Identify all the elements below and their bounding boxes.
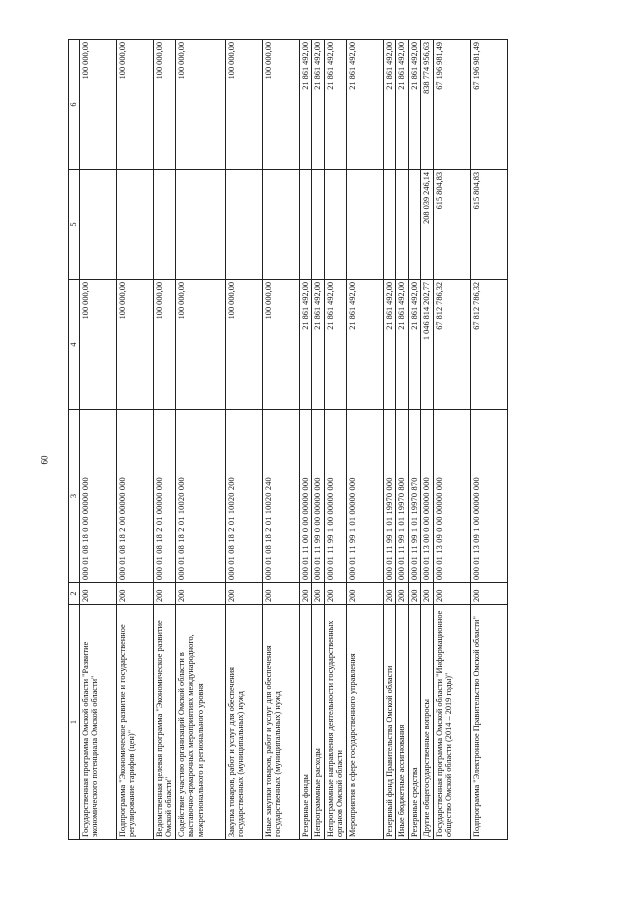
row-value-5 xyxy=(312,170,325,280)
table-row xyxy=(346,40,383,840)
row-name: Государственная программа Омской области "Информационное общество Омской области (2014 – 2019 годы)" xyxy=(433,605,470,840)
row-value-5 xyxy=(153,170,175,280)
row-value-5 xyxy=(225,170,262,280)
row-value-6: 21 861 492,00 xyxy=(299,40,312,170)
row-code-2: 200 xyxy=(262,583,299,605)
row-name: Закупка товаров, работ и услуг для обеспечения государственных (муниципальных) нужд xyxy=(225,605,262,840)
row-code-2: 200 xyxy=(312,583,325,605)
row-value-5 xyxy=(175,170,225,280)
table-row xyxy=(175,40,225,840)
table-row xyxy=(408,40,421,840)
row-value-5 xyxy=(408,170,421,280)
row-value-6: 100 000,00 xyxy=(262,40,299,170)
row-value-4: 21 861 492,00 xyxy=(383,280,396,410)
row-value-5: 615 804,83 xyxy=(433,170,470,280)
table-row xyxy=(262,40,299,840)
row-value-6: 100 000,00 xyxy=(175,40,225,170)
row-value-4: 21 861 492,00 xyxy=(312,280,325,410)
row-value-6: 67 196 981,49 xyxy=(470,40,507,170)
row-value-5: 615 804,83 xyxy=(470,170,507,280)
row-value-5: 208 039 246,14 xyxy=(421,170,434,280)
row-value-5 xyxy=(116,170,153,280)
row-code-3: 000 01 11 99 1 01 19970 800 xyxy=(396,410,409,583)
row-name: Резервные фонды xyxy=(299,605,312,840)
row-value-5 xyxy=(299,170,312,280)
row-value-6: 67 196 981,49 xyxy=(433,40,470,170)
row-name: Государственная программа Омской области "Развитие экономического потенциала Омской области" xyxy=(79,605,116,840)
header-row xyxy=(69,40,80,840)
row-code-3: 000 01 08 18 0 00 00000 000 xyxy=(79,410,116,583)
row-value-6: 21 861 492,00 xyxy=(324,40,346,170)
row-value-4: 1 046 814 202,77 xyxy=(421,280,434,410)
row-code-3: 000 01 11 99 1 01 19970 000 xyxy=(383,410,396,583)
row-code-3: 000 01 08 18 2 01 10020 200 xyxy=(225,410,262,583)
row-code-2: 200 xyxy=(408,583,421,605)
row-value-5 xyxy=(346,170,383,280)
row-code-2: 200 xyxy=(299,583,312,605)
row-code-3: 000 01 11 99 1 01 19970 870 xyxy=(408,410,421,583)
header-col-5: 5 xyxy=(69,170,80,280)
row-value-5 xyxy=(324,170,346,280)
row-value-4: 100 000,00 xyxy=(175,280,225,410)
row-code-2: 200 xyxy=(175,583,225,605)
row-name: Резервный фонд Правительства Омской области xyxy=(383,605,396,840)
row-code-2: 200 xyxy=(116,583,153,605)
row-name: Подпрограмма "Электронное Правительство Омской области" xyxy=(470,605,507,840)
row-value-6: 21 861 492,00 xyxy=(346,40,383,170)
row-code-3: 000 01 08 18 2 01 10020 000 xyxy=(175,410,225,583)
row-name: Резервные средства xyxy=(408,605,421,840)
row-value-4: 21 861 492,00 xyxy=(346,280,383,410)
row-value-6: 100 000,00 xyxy=(225,40,262,170)
rotated-table-container xyxy=(68,40,611,840)
row-name: Содействие участию организаций Омской области в выставочно-ярмарочных мероприятиях международного, межрегионального и регионального уровня xyxy=(175,605,225,840)
row-value-6: 100 000,00 xyxy=(79,40,116,170)
row-code-2: 200 xyxy=(433,583,470,605)
row-code-3: 000 01 13 09 1 00 00000 000 xyxy=(470,410,507,583)
row-code-3: 000 01 13 00 0 00 00000 000 xyxy=(421,410,434,583)
row-name: Непрограммные направления деятельности государственных органов Омской области xyxy=(324,605,346,840)
row-name: Иные закупки товаров, работ и услуг для обеспечения государственных (муниципальных) нужд xyxy=(262,605,299,840)
table-row xyxy=(153,40,175,840)
row-code-2: 200 xyxy=(421,583,434,605)
table-row xyxy=(433,40,470,840)
row-value-6: 21 861 492,00 xyxy=(396,40,409,170)
row-value-6: 838 774 956,63 xyxy=(421,40,434,170)
table-row xyxy=(396,40,409,840)
row-value-6: 21 861 492,00 xyxy=(312,40,325,170)
table-row xyxy=(312,40,325,840)
table-row xyxy=(116,40,153,840)
row-code-2: 200 xyxy=(79,583,116,605)
row-value-4: 67 812 786,32 xyxy=(433,280,470,410)
row-value-6: 21 861 492,00 xyxy=(383,40,396,170)
row-code-2: 200 xyxy=(396,583,409,605)
row-code-2: 200 xyxy=(346,583,383,605)
row-code-3: 000 01 08 18 2 01 10020 240 xyxy=(262,410,299,583)
table-row xyxy=(324,40,346,840)
row-value-4: 100 000,00 xyxy=(116,280,153,410)
header-col-2: 2 xyxy=(69,583,80,605)
row-value-4: 21 861 492,00 xyxy=(324,280,346,410)
row-code-3: 000 01 13 09 0 00 00000 000 xyxy=(433,410,470,583)
row-name: Подпрограмма "Экономическое развитие и государственное регулирование тарифов (цен)" xyxy=(116,605,153,840)
header-col-6: 6 xyxy=(69,40,80,170)
row-value-4: 100 000,00 xyxy=(225,280,262,410)
row-name: Иные бюджетные ассигнования xyxy=(396,605,409,840)
row-value-6: 100 000,00 xyxy=(153,40,175,170)
row-code-3: 000 01 08 18 2 00 00000 000 xyxy=(116,410,153,583)
row-value-4: 100 000,00 xyxy=(79,280,116,410)
row-code-3: 000 01 08 18 2 01 00000 000 xyxy=(153,410,175,583)
table-row xyxy=(225,40,262,840)
budget-table xyxy=(68,39,508,840)
row-value-4: 21 861 492,00 xyxy=(396,280,409,410)
row-value-4: 21 861 492,00 xyxy=(299,280,312,410)
header-col-4: 4 xyxy=(69,280,80,410)
table-row xyxy=(79,40,116,840)
table-row xyxy=(421,40,434,840)
row-value-4: 100 000,00 xyxy=(153,280,175,410)
row-code-2: 200 xyxy=(383,583,396,605)
row-name: Мероприятия в сфере государственного управления xyxy=(346,605,383,840)
row-code-2: 200 xyxy=(225,583,262,605)
table-row xyxy=(299,40,312,840)
row-name: Ведомственная целевая программа "Экономическое развитие Омской области" xyxy=(153,605,175,840)
page-number: 60 xyxy=(39,455,50,465)
row-value-5 xyxy=(262,170,299,280)
row-code-3: 000 01 11 99 1 01 00000 000 xyxy=(346,410,383,583)
row-code-3: 000 01 11 00 0 00 00000 000 xyxy=(299,410,312,583)
row-code-2: 200 xyxy=(470,583,507,605)
header-col-3: 3 xyxy=(69,410,80,583)
row-code-2: 200 xyxy=(153,583,175,605)
row-name: Непрограммные расходы xyxy=(312,605,325,840)
table-row xyxy=(383,40,396,840)
row-code-3: 000 01 11 99 1 00 00000 000 xyxy=(324,410,346,583)
row-code-3: 000 01 11 99 0 00 00000 000 xyxy=(312,410,325,583)
table-row xyxy=(470,40,507,840)
row-value-6: 100 000,00 xyxy=(116,40,153,170)
row-value-6: 21 861 492,00 xyxy=(408,40,421,170)
row-name: Другие общегосударственные вопросы xyxy=(421,605,434,840)
header-col-1: 1 xyxy=(69,605,80,840)
row-code-2: 200 xyxy=(324,583,346,605)
row-value-4: 100 000,00 xyxy=(262,280,299,410)
row-value-4: 67 812 786,32 xyxy=(470,280,507,410)
row-value-5 xyxy=(383,170,396,280)
row-value-5 xyxy=(396,170,409,280)
row-value-5 xyxy=(79,170,116,280)
row-value-4: 21 861 492,00 xyxy=(408,280,421,410)
